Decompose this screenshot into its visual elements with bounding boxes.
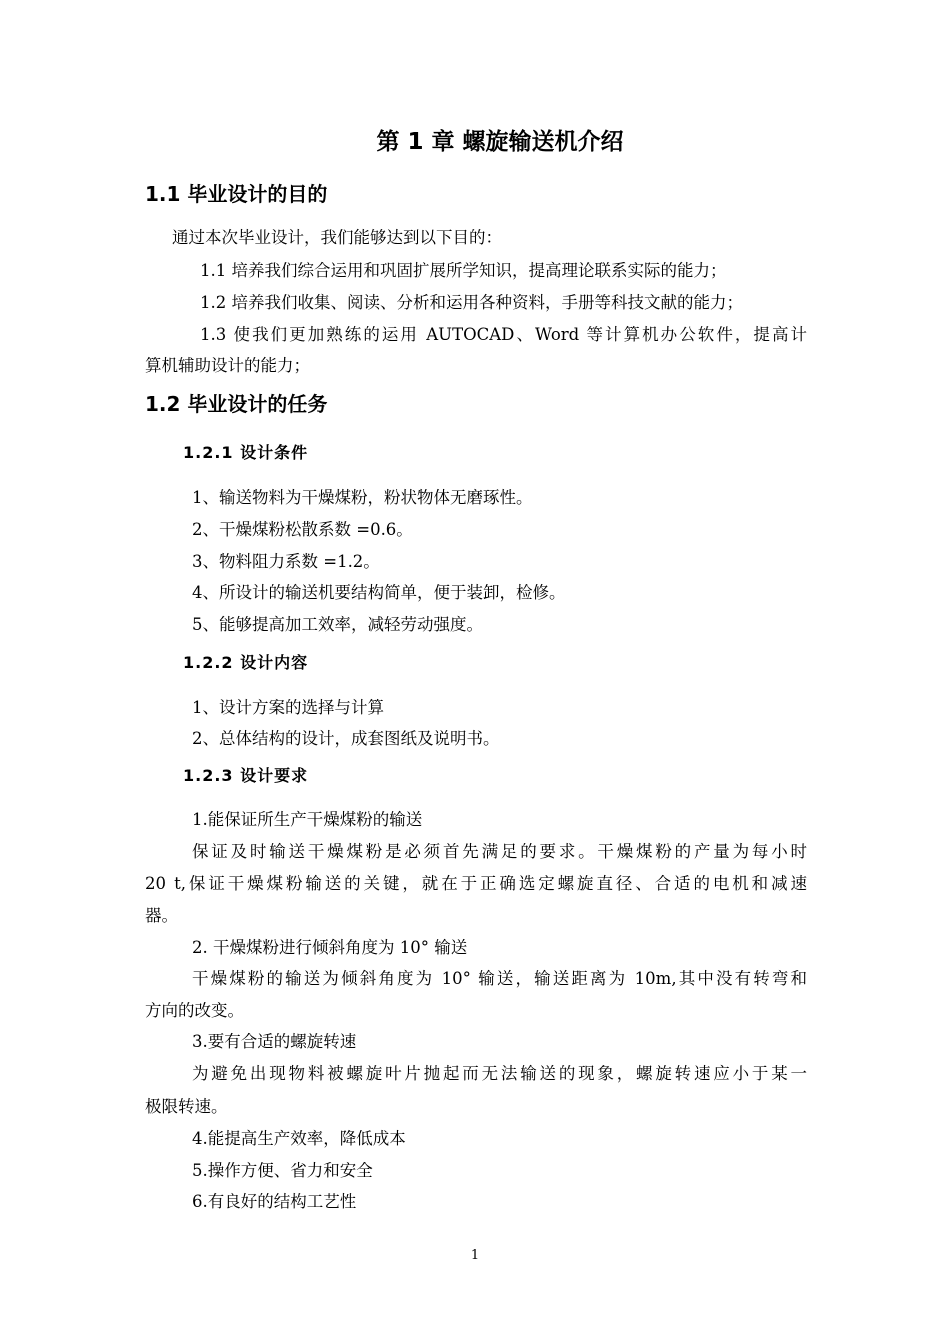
requirement-line: 3.要有合适的螺旋转速 xyxy=(192,1032,357,1051)
section-1-1-intro: 通过本次毕业设计，我们能够达到以下目的： xyxy=(172,228,502,247)
condition-item: 1、输送物料为干燥煤粉，粉状物体无磨琢性。 xyxy=(192,488,533,507)
requirement-line: 方向的改变。 xyxy=(145,1001,244,1020)
requirement-line: 5.操作方便、省力和安全 xyxy=(192,1161,373,1180)
requirement-line: 为避免出现物料被螺旋叶片抛起而无法输送的现象，螺旋转速应小于某一 xyxy=(192,1064,807,1083)
condition-item: 5、能够提高加工效率，减轻劳动强度。 xyxy=(192,615,483,634)
requirement-line: 保证及时输送干燥煤粉是必须首先满足的要求。干燥煤粉的产量为每小时 xyxy=(192,842,807,861)
condition-item: 3、物料阻力系数 =1.2。 xyxy=(192,552,380,571)
requirement-line: 6.有良好的结构工艺性 xyxy=(192,1192,357,1211)
requirement-line: 1.能保证所生产干燥煤粉的输送 xyxy=(192,810,423,829)
section-heading-1-2: 1.2 毕业设计的任务 xyxy=(145,392,328,416)
subsection-heading-1-2-2: 1.2.2 设计内容 xyxy=(183,653,309,672)
requirement-line: 极限转速。 xyxy=(145,1097,228,1116)
goal-item-continued: 算机辅助设计的能力； xyxy=(145,356,310,375)
section-heading-1-1: 1.1 毕业设计的目的 xyxy=(145,182,328,206)
requirement-line: 4.能提高生产效率，降低成本 xyxy=(192,1129,406,1148)
condition-item: 2、干燥煤粉松散系数 =0.6。 xyxy=(192,520,413,539)
content-item: 1、设计方案的选择与计算 xyxy=(192,698,384,717)
goal-item: 1.1 培养我们综合运用和巩固扩展所学知识，提高理论联系实际的能力； xyxy=(200,261,727,280)
chapter-title: 第 1 章 螺旋输送机介绍 xyxy=(376,129,624,155)
goal-item: 1.2 培养我们收集、阅读、分析和运用各种资料，手册等科技文献的能力； xyxy=(200,293,743,312)
requirement-line: 20 t,保证干燥煤粉输送的关键，就在于正确选定螺旋直径、合适的电机和减速 xyxy=(145,874,807,893)
requirement-line: 干燥煤粉的输送为倾斜角度为 10° 输送，输送距离为 10m,其中没有转弯和 xyxy=(192,969,807,988)
goal-item: 1.3 使我们更加熟练的运用 AUTOCAD、Word 等计算机办公软件，提高计 xyxy=(200,325,807,344)
subsection-heading-1-2-3: 1.2.3 设计要求 xyxy=(183,766,309,785)
content-item: 2、总体结构的设计，成套图纸及说明书。 xyxy=(192,729,500,748)
page-number: 1 xyxy=(470,1248,480,1263)
subsection-heading-1-2-1: 1.2.1 设计条件 xyxy=(183,443,309,462)
condition-item: 4、所设计的输送机要结构简单，便于装卸，检修。 xyxy=(192,583,566,602)
requirement-line: 器。 xyxy=(145,906,178,925)
requirement-line: 2. 干燥煤粉进行倾斜角度为 10° 输送 xyxy=(192,938,468,957)
